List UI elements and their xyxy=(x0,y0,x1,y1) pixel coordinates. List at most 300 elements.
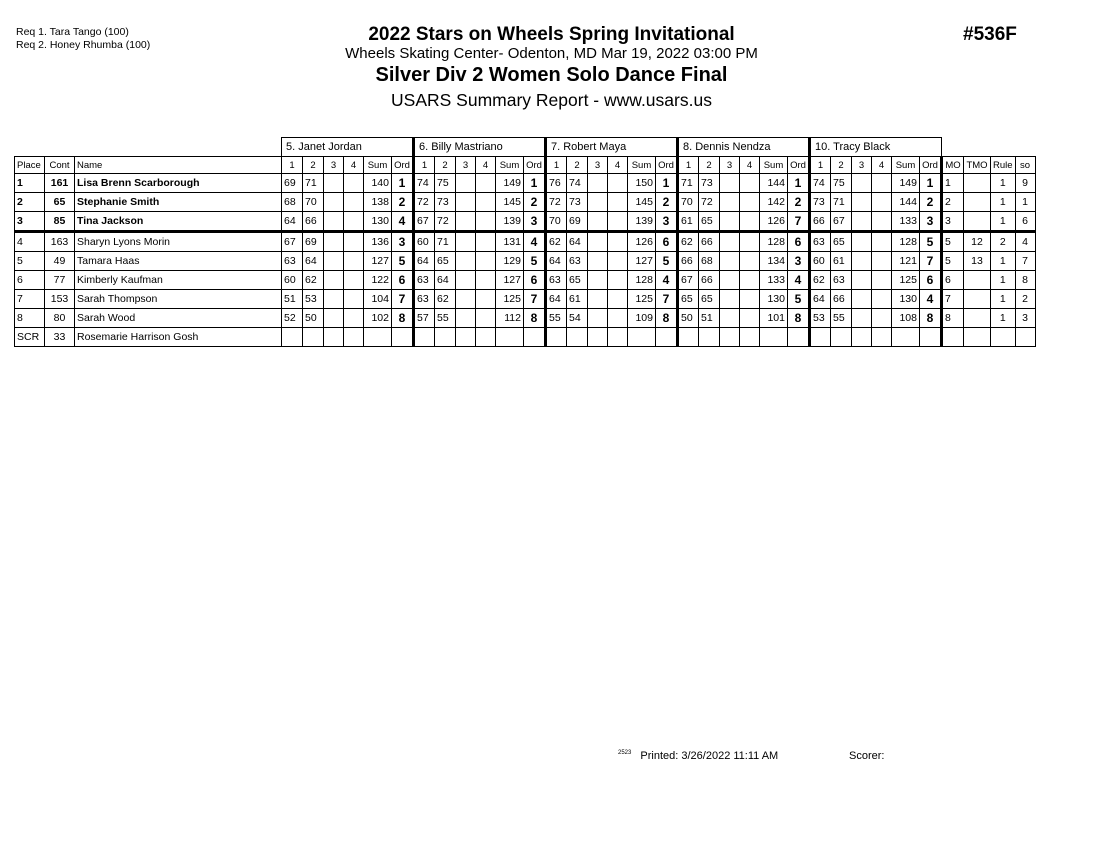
judge-3-4 xyxy=(608,193,628,212)
judge-5-sum: 149 xyxy=(892,174,920,193)
judge-1-2: 71 xyxy=(303,174,324,193)
judge-1-4 xyxy=(344,193,364,212)
judge-4-ord: 7 xyxy=(788,212,810,232)
judge-2-3 xyxy=(456,232,476,252)
judge-4-4 xyxy=(740,193,760,212)
col-judge-3: 3 xyxy=(720,157,740,174)
judge-3-3 xyxy=(588,328,608,347)
judge-3-sum: 125 xyxy=(628,290,656,309)
judge-1-1: 69 xyxy=(282,174,303,193)
judge-1-ord: 8 xyxy=(392,309,414,328)
mo-cell: 7 xyxy=(942,290,964,309)
judge-5-4 xyxy=(872,309,892,328)
judge-1-sum: 138 xyxy=(364,193,392,212)
judge-1-1: 60 xyxy=(282,271,303,290)
judge-2-3 xyxy=(456,212,476,232)
judge-5-ord: 2 xyxy=(920,193,942,212)
place-cell: 7 xyxy=(15,290,45,309)
judge-5-3 xyxy=(852,174,872,193)
col-judge-4: 4 xyxy=(872,157,892,174)
judge-4-4 xyxy=(740,232,760,252)
judge-2-1: 72 xyxy=(414,193,435,212)
judge-5-1: 53 xyxy=(810,309,831,328)
judge-4-ord: 8 xyxy=(788,309,810,328)
judge-2-3 xyxy=(456,328,476,347)
judge-1-4 xyxy=(344,290,364,309)
judge-1-2: 50 xyxy=(303,309,324,328)
judge-4-sum: 101 xyxy=(760,309,788,328)
judge-5-1: 64 xyxy=(810,290,831,309)
judge-5-4 xyxy=(872,328,892,347)
results-table xyxy=(14,137,1036,347)
judge-4-sum xyxy=(760,328,788,347)
judge-3-4 xyxy=(608,309,628,328)
judge-5-2: 71 xyxy=(831,193,852,212)
judge-1-2: 53 xyxy=(303,290,324,309)
judge-3-ord: 7 xyxy=(656,290,678,309)
judge-3-sum: 139 xyxy=(628,212,656,232)
table-row xyxy=(15,252,1036,271)
skater-name: Kimberly Kaufman xyxy=(75,271,282,290)
judge-5-1: 74 xyxy=(810,174,831,193)
judge-3-sum: 150 xyxy=(628,174,656,193)
judge-3-1: 70 xyxy=(546,212,567,232)
judge-1-3 xyxy=(324,232,344,252)
judge-2-1: 67 xyxy=(414,212,435,232)
judge-2-3 xyxy=(456,193,476,212)
judge-3-ord xyxy=(656,328,678,347)
judge-2-4 xyxy=(476,328,496,347)
cont-cell: 33 xyxy=(45,328,75,347)
cont-cell: 77 xyxy=(45,271,75,290)
judge-5-ord: 7 xyxy=(920,252,942,271)
spacer xyxy=(942,138,1036,157)
judge-2-4 xyxy=(476,271,496,290)
judge-4-3 xyxy=(720,328,740,347)
rule-cell: 1 xyxy=(991,252,1016,271)
judge-4-2: 65 xyxy=(699,212,720,232)
judge-1-4 xyxy=(344,174,364,193)
tmo-cell xyxy=(964,290,991,309)
judge-4-sum: 144 xyxy=(760,174,788,193)
judge-4-4 xyxy=(740,174,760,193)
judge-3-4 xyxy=(608,232,628,252)
judge-3-2: 69 xyxy=(567,212,588,232)
judge-4-3 xyxy=(720,271,740,290)
judge-4-2: 66 xyxy=(699,232,720,252)
judge-5-4 xyxy=(872,252,892,271)
judge-2-4 xyxy=(476,212,496,232)
judge-3-1: 64 xyxy=(546,290,567,309)
col-so: so xyxy=(1015,157,1035,174)
judge-3-1: 62 xyxy=(546,232,567,252)
judge-2-ord xyxy=(524,328,546,347)
judge-3-2 xyxy=(567,328,588,347)
so-cell: 9 xyxy=(1015,174,1035,193)
judge-2-2: 55 xyxy=(435,309,456,328)
judge-1-sum: 102 xyxy=(364,309,392,328)
judge-3-3 xyxy=(588,252,608,271)
judge-5-2: 63 xyxy=(831,271,852,290)
report-title: USARS Summary Report - www.usars.us xyxy=(391,90,712,110)
judge-5-2: 67 xyxy=(831,212,852,232)
rule-cell xyxy=(991,328,1016,347)
judge-2-1: 63 xyxy=(414,271,435,290)
venue-date: Wheels Skating Center- Odenton, MD Mar 19, 2022 03:00 PM xyxy=(345,45,758,62)
place-cell: SCR xyxy=(15,328,45,347)
place-cell: 4 xyxy=(15,232,45,252)
judge-1-4 xyxy=(344,309,364,328)
judge-1-3 xyxy=(324,212,344,232)
judge-3-4 xyxy=(608,328,628,347)
col-judge-1: 1 xyxy=(282,157,303,174)
col-judge-1: 1 xyxy=(546,157,567,174)
judge-5-sum: 133 xyxy=(892,212,920,232)
judge-5-2: 61 xyxy=(831,252,852,271)
judge-4-1 xyxy=(678,328,699,347)
col-judge-ord: Ord xyxy=(656,157,678,174)
judge-5-4 xyxy=(872,232,892,252)
rule-cell: 1 xyxy=(991,193,1016,212)
so-cell: 7 xyxy=(1015,252,1035,271)
judge-3-3 xyxy=(588,232,608,252)
skater-name: Sharyn Lyons Morin xyxy=(75,232,282,252)
judge-4-2: 66 xyxy=(699,271,720,290)
rule-cell: 1 xyxy=(991,271,1016,290)
judge-4-ord: 6 xyxy=(788,232,810,252)
col-judge-1: 1 xyxy=(810,157,831,174)
judge-1-ord xyxy=(392,328,414,347)
judge-5-3 xyxy=(852,328,872,347)
cont-cell: 80 xyxy=(45,309,75,328)
so-cell: 8 xyxy=(1015,271,1035,290)
judge-3-4 xyxy=(608,290,628,309)
judge-2-4 xyxy=(476,174,496,193)
judge-2-4 xyxy=(476,252,496,271)
cont-cell: 163 xyxy=(45,232,75,252)
judge-2-2: 62 xyxy=(435,290,456,309)
judge-2-sum xyxy=(496,328,524,347)
place-cell: 6 xyxy=(15,271,45,290)
judge-2-ord: 6 xyxy=(524,271,546,290)
judge-3-2: 63 xyxy=(567,252,588,271)
so-cell: 4 xyxy=(1015,232,1035,252)
judge-2-3 xyxy=(456,174,476,193)
judge-5-ord: 4 xyxy=(920,290,942,309)
table-row xyxy=(15,328,1036,347)
judge-1-2: 69 xyxy=(303,232,324,252)
col-judge-2: 2 xyxy=(435,157,456,174)
judge-4-3 xyxy=(720,252,740,271)
event-number: #536F xyxy=(963,24,1017,45)
mo-cell: 1 xyxy=(942,174,964,193)
judge-2-4 xyxy=(476,193,496,212)
judge-3-ord: 8 xyxy=(656,309,678,328)
judge-4-3 xyxy=(720,232,740,252)
table-row xyxy=(15,290,1036,309)
judge-2-sum: 125 xyxy=(496,290,524,309)
judge-3-1 xyxy=(546,328,567,347)
judge-2-2: 75 xyxy=(435,174,456,193)
judge-3-ord: 1 xyxy=(656,174,678,193)
judge-4-sum: 128 xyxy=(760,232,788,252)
print-info xyxy=(618,750,778,762)
judge-5-3 xyxy=(852,309,872,328)
judge-1-ord: 4 xyxy=(392,212,414,232)
judge-1-sum xyxy=(364,328,392,347)
judge-5-3 xyxy=(852,232,872,252)
judge-5-sum: 130 xyxy=(892,290,920,309)
judge-4-1: 70 xyxy=(678,193,699,212)
judge-5-ord: 3 xyxy=(920,212,942,232)
judge-name: 7. Robert Maya xyxy=(546,138,678,157)
judge-1-ord: 6 xyxy=(392,271,414,290)
judge-1-sum: 140 xyxy=(364,174,392,193)
judge-4-4 xyxy=(740,212,760,232)
cont-cell: 161 xyxy=(45,174,75,193)
judge-5-1: 62 xyxy=(810,271,831,290)
col-judge-1: 1 xyxy=(678,157,699,174)
table-row xyxy=(15,212,1036,232)
judge-1-2: 62 xyxy=(303,271,324,290)
judge-3-4 xyxy=(608,212,628,232)
judge-1-4 xyxy=(344,212,364,232)
judge-5-1 xyxy=(810,328,831,347)
judge-5-sum: 128 xyxy=(892,232,920,252)
judge-3-ord: 5 xyxy=(656,252,678,271)
table-row xyxy=(15,174,1036,193)
judge-2-sum: 129 xyxy=(496,252,524,271)
judge-4-1: 50 xyxy=(678,309,699,328)
judge-1-sum: 136 xyxy=(364,232,392,252)
skater-name: Lisa Brenn Scarborough xyxy=(75,174,282,193)
judge-3-3 xyxy=(588,271,608,290)
judge-4-ord: 1 xyxy=(788,174,810,193)
place-cell: 2 xyxy=(15,193,45,212)
judge-2-3 xyxy=(456,271,476,290)
col-tmo: TMO xyxy=(964,157,991,174)
col-judge-2: 2 xyxy=(831,157,852,174)
so-cell xyxy=(1015,328,1035,347)
requirement-2: Req 2. Honey Rhumba (100) xyxy=(16,39,151,51)
judge-1-4 xyxy=(344,271,364,290)
judge-3-ord: 2 xyxy=(656,193,678,212)
rule-cell: 1 xyxy=(991,309,1016,328)
spacer xyxy=(15,138,282,157)
judge-2-sum: 139 xyxy=(496,212,524,232)
col-judge-3: 3 xyxy=(456,157,476,174)
col-judge-2: 2 xyxy=(303,157,324,174)
judge-3-3 xyxy=(588,174,608,193)
col-judge-2: 2 xyxy=(699,157,720,174)
judge-4-ord: 3 xyxy=(788,252,810,271)
judge-3-4 xyxy=(608,174,628,193)
judge-5-2: 65 xyxy=(831,232,852,252)
mo-cell: 5 xyxy=(942,252,964,271)
so-cell: 3 xyxy=(1015,309,1035,328)
judge-3-1: 76 xyxy=(546,174,567,193)
judge-5-2: 75 xyxy=(831,174,852,193)
col-judge-sum: Sum xyxy=(496,157,524,174)
judge-5-1: 73 xyxy=(810,193,831,212)
mo-cell: 5 xyxy=(942,232,964,252)
judge-2-ord: 8 xyxy=(524,309,546,328)
skater-name: Tina Jackson xyxy=(75,212,282,232)
judge-1-1: 64 xyxy=(282,212,303,232)
judge-5-4 xyxy=(872,290,892,309)
judge-4-3 xyxy=(720,212,740,232)
judge-5-ord: 1 xyxy=(920,174,942,193)
judge-4-sum: 133 xyxy=(760,271,788,290)
judge-2-1: 74 xyxy=(414,174,435,193)
judge-3-sum: 126 xyxy=(628,232,656,252)
judge-1-sum: 127 xyxy=(364,252,392,271)
judge-1-3 xyxy=(324,309,344,328)
rule-cell: 2 xyxy=(991,232,1016,252)
judge-name: 5. Janet Jordan xyxy=(282,138,414,157)
judge-1-sum: 104 xyxy=(364,290,392,309)
rule-cell: 1 xyxy=(991,174,1016,193)
judge-4-1: 67 xyxy=(678,271,699,290)
judge-5-3 xyxy=(852,193,872,212)
judge-5-sum: 108 xyxy=(892,309,920,328)
judge-2-4 xyxy=(476,309,496,328)
judge-1-3 xyxy=(324,328,344,347)
judge-2-sum: 149 xyxy=(496,174,524,193)
judge-4-3 xyxy=(720,309,740,328)
judge-4-1: 71 xyxy=(678,174,699,193)
competition-title: 2022 Stars on Wheels Spring Invitational xyxy=(368,24,735,45)
judge-2-1: 64 xyxy=(414,252,435,271)
judge-4-3 xyxy=(720,290,740,309)
table-row xyxy=(15,193,1036,212)
judge-3-2: 73 xyxy=(567,193,588,212)
judge-4-4 xyxy=(740,309,760,328)
judge-3-1: 55 xyxy=(546,309,567,328)
col-judge-ord: Ord xyxy=(392,157,414,174)
judge-2-ord: 1 xyxy=(524,174,546,193)
judge-3-ord: 3 xyxy=(656,212,678,232)
scorer-label: Scorer: xyxy=(849,750,885,762)
judge-5-2: 66 xyxy=(831,290,852,309)
judge-1-2: 66 xyxy=(303,212,324,232)
judge-5-ord xyxy=(920,328,942,347)
so-cell: 1 xyxy=(1015,193,1035,212)
so-cell: 6 xyxy=(1015,212,1035,232)
judge-2-2: 72 xyxy=(435,212,456,232)
judge-1-ord: 5 xyxy=(392,252,414,271)
judge-3-1: 64 xyxy=(546,252,567,271)
judge-3-1: 72 xyxy=(546,193,567,212)
col-mo: MO xyxy=(942,157,964,174)
judge-1-3 xyxy=(324,252,344,271)
judge-5-sum: 144 xyxy=(892,193,920,212)
col-judge-ord: Ord xyxy=(920,157,942,174)
skater-name: Rosemarie Harrison Gosh xyxy=(75,328,282,347)
judge-5-sum: 125 xyxy=(892,271,920,290)
judge-3-sum xyxy=(628,328,656,347)
mo-cell xyxy=(942,328,964,347)
judge-2-1: 63 xyxy=(414,290,435,309)
judge-5-3 xyxy=(852,271,872,290)
judge-2-ord: 5 xyxy=(524,252,546,271)
judge-3-sum: 109 xyxy=(628,309,656,328)
tmo-cell: 13 xyxy=(964,252,991,271)
judge-2-1: 60 xyxy=(414,232,435,252)
judge-2-sum: 112 xyxy=(496,309,524,328)
judge-1-2: 64 xyxy=(303,252,324,271)
rule-cell: 1 xyxy=(991,290,1016,309)
judge-2-sum: 145 xyxy=(496,193,524,212)
judge-3-1: 63 xyxy=(546,271,567,290)
tmo-cell xyxy=(964,193,991,212)
judge-5-2 xyxy=(831,328,852,347)
judge-3-ord: 4 xyxy=(656,271,678,290)
judge-2-4 xyxy=(476,290,496,309)
judge-1-3 xyxy=(324,290,344,309)
judge-2-1 xyxy=(414,328,435,347)
judge-1-3 xyxy=(324,271,344,290)
col-judge-ord: Ord xyxy=(524,157,546,174)
footer-code: 2523 xyxy=(618,750,632,756)
tmo-cell xyxy=(964,309,991,328)
judge-4-sum: 142 xyxy=(760,193,788,212)
tmo-cell xyxy=(964,174,991,193)
mo-cell: 3 xyxy=(942,212,964,232)
col-rule: Rule xyxy=(991,157,1016,174)
col-judge-ord: Ord xyxy=(788,157,810,174)
judge-3-sum: 128 xyxy=(628,271,656,290)
judge-4-3 xyxy=(720,193,740,212)
judge-5-4 xyxy=(872,193,892,212)
judge-1-1: 51 xyxy=(282,290,303,309)
col-judge-3: 3 xyxy=(324,157,344,174)
judge-4-ord: 5 xyxy=(788,290,810,309)
place-cell: 5 xyxy=(15,252,45,271)
col-judge-3: 3 xyxy=(852,157,872,174)
judge-3-2: 65 xyxy=(567,271,588,290)
judge-name: 6. Billy Mastriano xyxy=(414,138,546,157)
judge-4-4 xyxy=(740,252,760,271)
judge-2-ord: 2 xyxy=(524,193,546,212)
judge-name: 8. Dennis Nendza xyxy=(678,138,810,157)
judge-1-1: 52 xyxy=(282,309,303,328)
judge-header-row xyxy=(15,138,1036,157)
judge-2-3 xyxy=(456,290,476,309)
judge-4-2: 73 xyxy=(699,174,720,193)
skater-name: Sarah Wood xyxy=(75,309,282,328)
cont-cell: 65 xyxy=(45,193,75,212)
judge-2-1: 57 xyxy=(414,309,435,328)
judge-1-3 xyxy=(324,174,344,193)
judge-4-2: 72 xyxy=(699,193,720,212)
col-judge-4: 4 xyxy=(608,157,628,174)
judge-5-ord: 5 xyxy=(920,232,942,252)
col-judge-1: 1 xyxy=(414,157,435,174)
cont-cell: 85 xyxy=(45,212,75,232)
judge-1-ord: 2 xyxy=(392,193,414,212)
col-judge-sum: Sum xyxy=(364,157,392,174)
judge-4-ord: 4 xyxy=(788,271,810,290)
mo-cell: 6 xyxy=(942,271,964,290)
judge-5-ord: 8 xyxy=(920,309,942,328)
judge-2-2: 71 xyxy=(435,232,456,252)
judge-1-1: 68 xyxy=(282,193,303,212)
judge-5-4 xyxy=(872,174,892,193)
judge-3-3 xyxy=(588,290,608,309)
cont-cell: 153 xyxy=(45,290,75,309)
judge-5-ord: 6 xyxy=(920,271,942,290)
